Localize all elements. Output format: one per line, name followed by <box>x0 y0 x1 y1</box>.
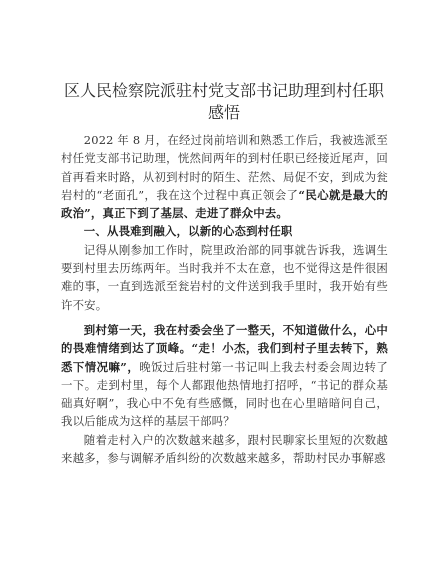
paragraph-1 <box>61 131 388 222</box>
paragraph-4: 随着走村入户的次数越来越多，跟村民聊家长里短的次数越来越多，参与调解矛盾纠纷的次数越来越多，帮助村民办事解惑 <box>61 432 388 466</box>
paragraph-2: 记得从刚参加工作时，院里政治部的同事就告诉我，选调生要到村里去历练两年。当时我并不太在意，也不觉得这是件很困难的事，一直到选派至瓮岩村的文件送到我手里时，我开始有些许不安。 <box>61 242 388 312</box>
paragraph-1-emphasis: “民心就是最大的政治”，真正下到了基层、走进了群众中去。 <box>61 187 388 221</box>
section-heading-1: 一、从畏难到融入，以新的心态到村任职 <box>83 224 293 239</box>
paragraph-3-emphasis: 到村第一天，我在村委会坐了一整天，不知道做什么，心中的畏难情绪到达了顶峰。“走！小杰，我们到村子里去转下，熟悉下情况嘛”， <box>61 322 388 374</box>
document-title <box>40 80 408 124</box>
paragraph-3-text: 晚饭过后驻村第一书记叫上我去村委会周边转了一下。走到村里，每个人都跟他热情地打招呼，“书记的群众基础真好啊”，我心中不免有些感慨，同时也在心里暗暗问自己，我以后能成为这样的基层干部吗？ <box>61 359 389 429</box>
document-body <box>61 131 388 467</box>
paragraph-3 <box>61 321 388 431</box>
title-line-1: 区人民检察院派驻村党支部书记助理到村任职 <box>63 81 384 100</box>
title-line-2: 感悟 <box>207 103 240 122</box>
paragraph-1-text: 2022 年 8 月，在经过岗前培训和熟悉工作后，我被选派至村任党支部书记助理，恍然间两年的到村任职已经接近尾声，回首再看来时路，从初到村时的陌生、茫然、局促不安，到成为瓮岩村的“老面孔”，我在这个过程中真正领会了 <box>61 133 388 202</box>
